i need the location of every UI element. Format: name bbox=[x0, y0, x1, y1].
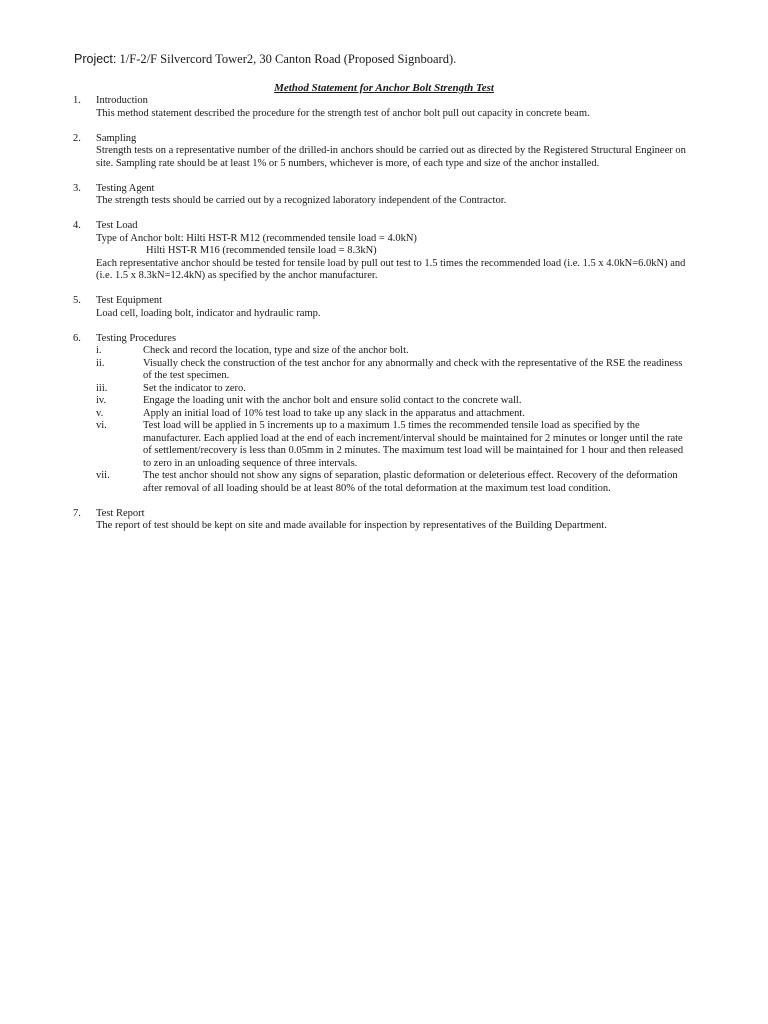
project-label: Project: bbox=[74, 52, 117, 66]
section-heading: Test Equipment bbox=[96, 295, 163, 306]
procedure-step bbox=[96, 408, 693, 421]
step-text: Set the indicator to zero. bbox=[143, 382, 246, 394]
step-text: The test anchor should not show any signs of separation, plastic deformation or deleterious effect. Recovery of the deformation after removal of all loading should be at least 80% of the total deformation at the maximum test load condition. bbox=[143, 470, 678, 494]
sections-list bbox=[73, 95, 693, 545]
step-number: v. bbox=[96, 407, 104, 419]
project-line bbox=[74, 52, 456, 67]
step-text: Engage the loading unit with the anchor bolt and ensure solid contact to the concrete wall. bbox=[143, 395, 522, 406]
section-text: Each representative anchor should be tested for tensile load by pull out test to 1.5 times the recommended load (i.e. 1.5 x 4.0kN=6.0kN) and (i.e. 1.5 x 8.3kN=12.4kN) as specified by the anchor manufacturer. bbox=[96, 257, 686, 281]
section-number: 3. bbox=[73, 182, 81, 194]
step-number: iii. bbox=[96, 382, 108, 394]
section-test-report bbox=[73, 508, 693, 533]
step-text: Apply an initial load of 10% test load to take up any slack in the apparatus and attachment. bbox=[143, 407, 525, 419]
step-text: Test load will be applied in 5 increments up to a maximum 1.5 times the recommended tensile load as specified by the manufacturer. Each applied load at the end of each increment/interval should be maintained for 2 minutes or longer until the rate of settlement/recovery is less than 0.05mm in 2 minutes. The maximum test load will be maintained for 1 hour and then released to zero in an unloading sequence of three intervals. bbox=[143, 420, 684, 469]
section-heading: Test Report bbox=[96, 507, 145, 519]
anchor-type-line-2: Hilti HST-R M16 (recommended tensile load = 8.3kN) bbox=[146, 245, 377, 256]
procedure-step bbox=[96, 383, 693, 396]
procedure-step bbox=[96, 358, 693, 383]
section-text: The report of test should be kept on site and made available for inspection by representatives of the Building Department. bbox=[96, 520, 607, 531]
section-number: 7. bbox=[73, 507, 81, 519]
section-testing-agent bbox=[73, 183, 693, 208]
procedure-step bbox=[96, 395, 693, 408]
section-test-equipment bbox=[73, 295, 693, 320]
section-text: Load cell, loading bolt, indicator and hydraulic ramp. bbox=[96, 307, 321, 319]
section-heading: Testing Agent bbox=[96, 182, 155, 194]
procedure-step bbox=[96, 345, 693, 358]
project-text: 1/F-2/F Silvercord Tower2, 30 Canton Road (Proposed Signboard). bbox=[119, 52, 457, 66]
step-number: vi. bbox=[96, 420, 107, 431]
section-text: Strength tests on a representative number of the drilled-in anchors should be carried out as directed by the Registered Structural Engineer on site. Sampling rate should be at least 1% or 5 numbers, whichever is more, of each type and size of the anchor installed. bbox=[96, 145, 686, 169]
section-number: 6. bbox=[73, 332, 81, 344]
section-number: 4. bbox=[73, 220, 81, 231]
section-text: The strength tests should be carried out by a recognized laboratory independent of the Contractor. bbox=[96, 195, 507, 206]
section-heading: Sampling bbox=[96, 132, 137, 144]
step-text: Visually check the construction of the test anchor for any abnormally and check with the representative of the RSE the readiness of the test specimen. bbox=[143, 357, 683, 381]
procedure-step bbox=[96, 470, 693, 495]
section-heading: Testing Procedures bbox=[96, 332, 177, 344]
step-number: ii. bbox=[96, 357, 105, 369]
step-number: iv. bbox=[96, 395, 107, 406]
section-text: This method statement described the procedure for the strength test of anchor bolt pull out capacity in concrete beam. bbox=[96, 107, 590, 119]
section-number: 5. bbox=[73, 295, 81, 306]
step-number: i. bbox=[96, 345, 102, 356]
section-heading: Test Load bbox=[96, 220, 138, 231]
step-number: vii. bbox=[96, 470, 110, 481]
document-title: Method Statement for Anchor Bolt Strength Test bbox=[274, 82, 494, 94]
section-test-load bbox=[73, 220, 693, 283]
section-number: 1. bbox=[73, 95, 81, 106]
section-heading: Introduction bbox=[96, 95, 148, 106]
section-number: 2. bbox=[73, 132, 81, 144]
anchor-type-line-1: Type of Anchor bolt: Hilti HST-R M12 (recommended tensile load = 4.0kN) bbox=[96, 232, 417, 244]
section-sampling bbox=[73, 133, 693, 171]
section-testing-procedures bbox=[73, 333, 693, 496]
procedure-step bbox=[96, 420, 693, 470]
step-text: Check and record the location, type and size of the anchor bolt. bbox=[143, 345, 409, 356]
section-introduction bbox=[73, 95, 693, 120]
